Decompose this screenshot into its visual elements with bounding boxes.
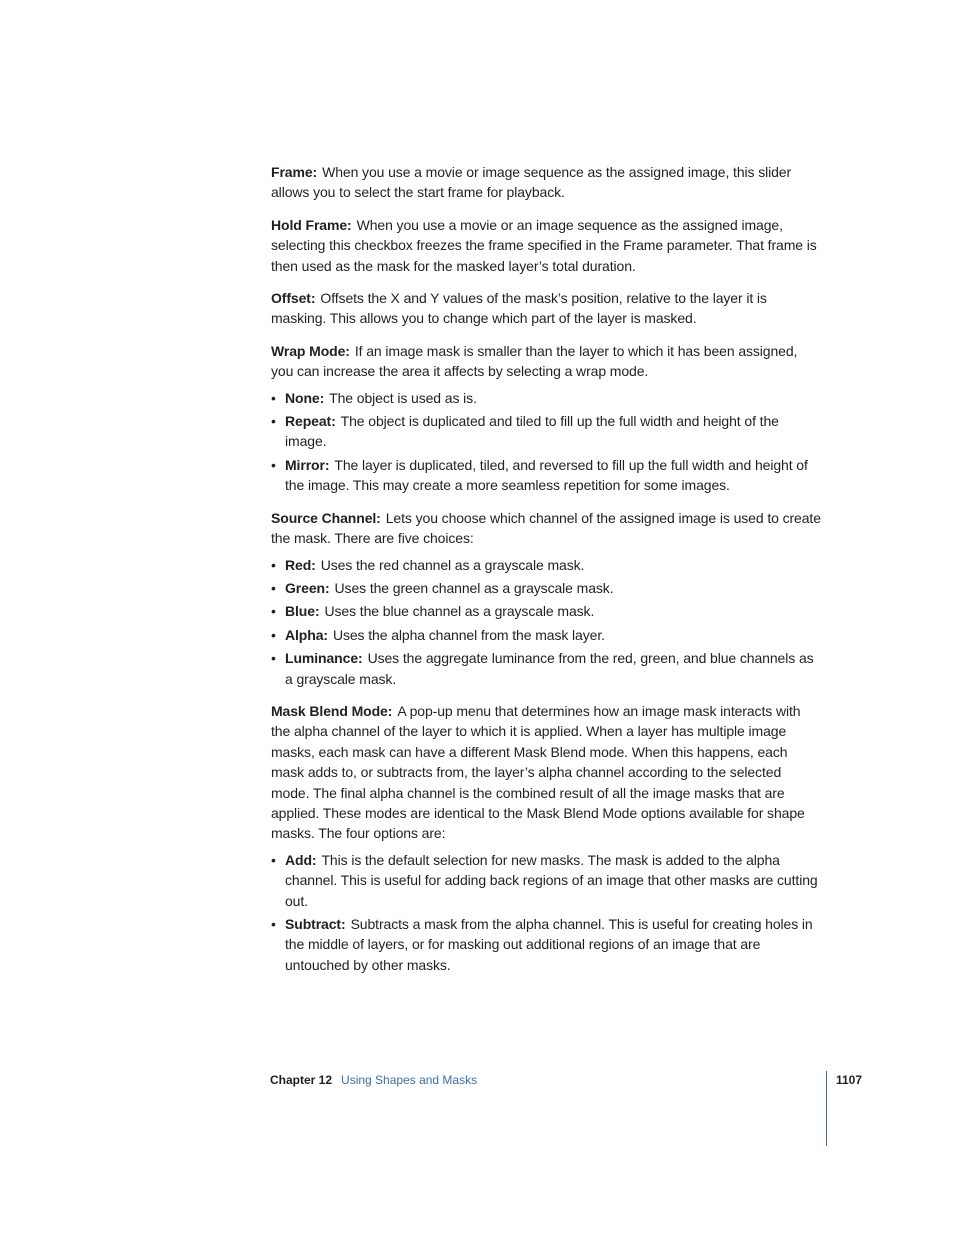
source-channel-description: Lets you choose which channel of the assigned image is used to create the mask. There are five choices: <box>271 509 821 547</box>
channel-green-text: Uses the green channel as a grayscale mask. <box>334 579 614 596</box>
mask-blend-mode-term: Mask Blend Mode: <box>271 702 393 719</box>
offset-paragraph <box>271 288 823 329</box>
channel-red-text: Uses the red channel as a grayscale mask. <box>320 556 585 573</box>
list-item <box>271 555 823 575</box>
list-item <box>271 601 823 621</box>
frame-paragraph <box>271 162 823 203</box>
channel-luminance-term: Luminance: <box>285 650 363 667</box>
channel-alpha-text: Uses the alpha channel from the mask layer. <box>332 626 605 643</box>
channel-red-term: Red: <box>285 556 316 573</box>
hold-frame-term: Hold Frame: <box>271 216 352 233</box>
hold-frame-paragraph <box>271 215 823 276</box>
frame-term: Frame: <box>271 164 318 180</box>
list-item <box>271 411 823 452</box>
offset-term: Offset: <box>271 290 316 307</box>
offset-description: Offsets the X and Y values of the mask’s position, relative to the layer it is masking. This allows you to change which part of the layer is masked. <box>271 290 767 327</box>
mask-blend-mode-paragraph <box>271 701 823 844</box>
list-item <box>271 914 823 975</box>
channel-blue-text: Uses the blue channel as a grayscale mask. <box>324 603 595 620</box>
list-item <box>271 578 823 598</box>
wrap-mode-list <box>271 388 823 496</box>
wrap-none-term: None: <box>285 389 325 406</box>
mask-blend-mode-list <box>271 850 823 975</box>
frame-description: When you use a movie or image sequence as the assigned image, this slider allows you to select the start frame for playback. <box>271 164 792 201</box>
wrap-none-text: The object is used as is. <box>329 389 477 406</box>
wrap-mirror-text: The layer is duplicated, tiled, and reversed to fill up the full width and height of the image. This may create a more seamless repetition for some images. <box>285 456 808 494</box>
page-footer <box>270 1072 477 1088</box>
source-channel-term: Source Channel: <box>271 509 381 526</box>
list-item <box>271 455 823 496</box>
list-item <box>271 388 823 408</box>
source-channel-paragraph <box>271 508 823 549</box>
hold-frame-description: When you use a movie or an image sequence as the assigned image, selecting this checkbox freezes the frame specified in the Frame parameter. That frame is then used as the mask for the masked layer’s total duration. <box>271 216 817 274</box>
list-item <box>271 648 823 689</box>
blend-subtract-text: Subtracts a mask from the alpha channel. This is useful for creating holes in the middle of layers, or for masking out additional regions of an image that are untouched by other masks. <box>285 916 813 973</box>
wrap-mode-term: Wrap Mode: <box>271 342 350 359</box>
channel-luminance-text: Uses the aggregate luminance from the red, green, and blue channels as a grayscale mask. <box>285 650 814 687</box>
wrap-mirror-term: Mirror: <box>285 456 330 473</box>
wrap-repeat-text: The object is duplicated and tiled to fill up the full width and height of the image. <box>285 413 779 450</box>
wrap-repeat-term: Repeat: <box>285 413 336 430</box>
list-item <box>271 625 823 645</box>
blend-add-term: Add: <box>285 851 317 868</box>
blend-add-text: This is the default selection for new masks. The mask is added to the alpha channel. This is useful for adding back regions of an image that other masks are cutting out. <box>285 851 818 909</box>
blend-subtract-term: Subtract: <box>285 916 346 932</box>
page-content <box>271 162 823 987</box>
chapter-label: Chapter 12 <box>270 1073 333 1087</box>
page-number: 1107 <box>836 1073 863 1087</box>
source-channel-list <box>271 555 823 689</box>
page-divider-rule <box>826 1071 827 1146</box>
mask-blend-mode-description: A pop-up menu that determines how an image mask interacts with the alpha channel of the layer to which it is applied. When a layer has multiple image masks, each mask can have a different Mask Blend mode. When this happens, each mask adds to, or subtracts from, the layer’s alpha channel according to the selected mode. The final alpha channel is the combined result of all the image masks that are applied. These modes are identical to the Mask Blend Mode options available for shape masks. The four options are: <box>271 702 805 842</box>
wrap-mode-paragraph <box>271 341 823 382</box>
chapter-title-link[interactable]: Using Shapes and Masks <box>341 1073 478 1087</box>
channel-alpha-term: Alpha: <box>285 626 328 643</box>
list-item <box>271 850 823 911</box>
channel-blue-term: Blue: <box>285 603 320 620</box>
channel-green-term: Green: <box>285 579 330 596</box>
wrap-mode-description: If an image mask is smaller than the layer to which it has been assigned, you can increase the area it affects by selecting a wrap mode. <box>271 342 798 380</box>
